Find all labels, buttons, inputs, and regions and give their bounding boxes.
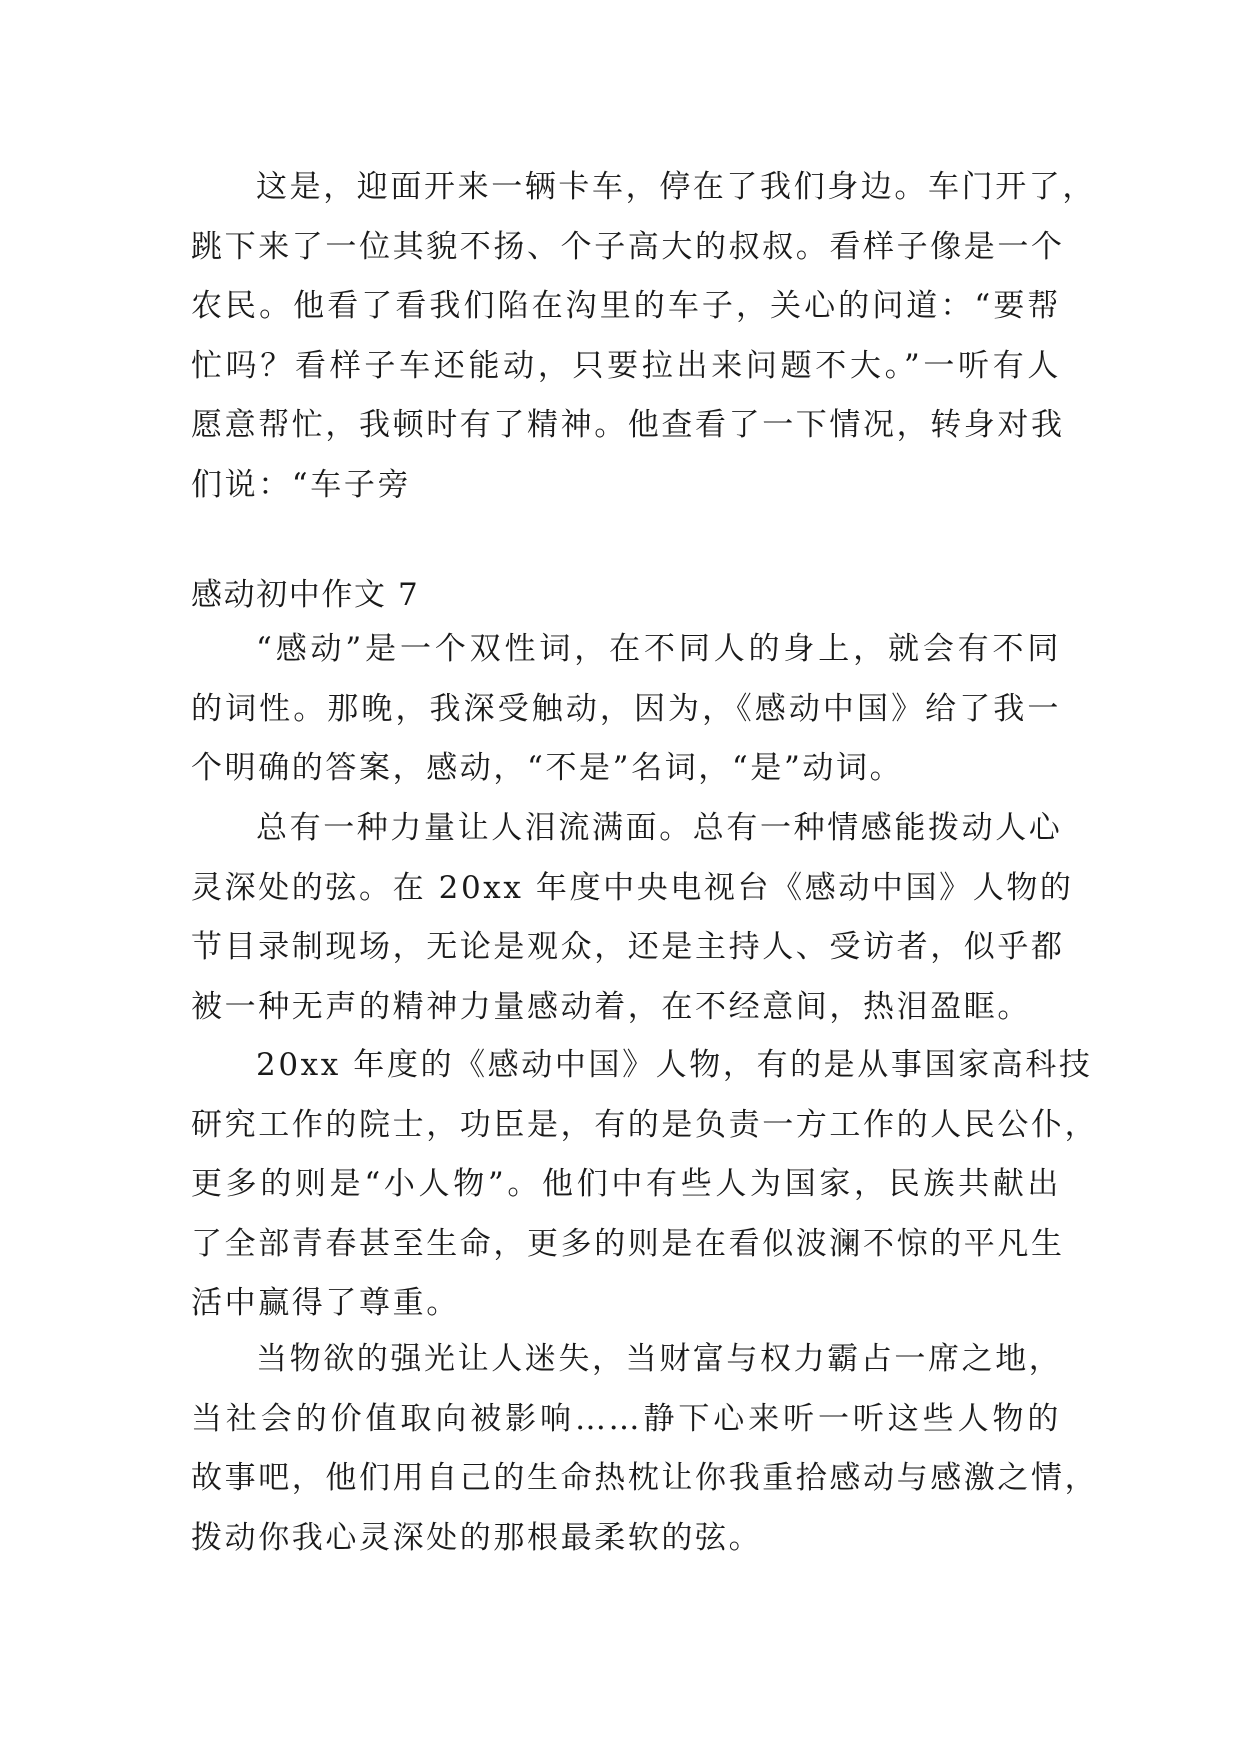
paragraph-line: 故事吧，他们用自己的生命热枕让你我重拾感动与感激之情，	[191, 1460, 1099, 1496]
paragraph-line: 跳下来了一位其貌不扬、个子高大的叔叔。看样子像是一个	[191, 228, 1065, 265]
paragraph-line: 农民。他看了看我们陷在沟里的车子，关心的问道：“要帮	[191, 288, 1061, 324]
paragraph-line: 当物欲的强光让人迷失，当财富与权力霸占一席之地，	[256, 1341, 1063, 1377]
paragraph-line: 活中赢得了尊重。	[191, 1285, 460, 1321]
paragraph-line: 20xx 年度的《感动中国》人物，有的是从事国家高科技	[256, 1047, 1093, 1083]
paragraph-line: 更多的则是“小人物”。他们中有些人为国家，民族共献出	[191, 1166, 1061, 1202]
section-title	[191, 566, 1061, 626]
paragraph-continued	[191, 158, 1096, 515]
paragraph-line: “感动”是一个双性词，在不同人的身上，就会有不同	[256, 631, 1061, 667]
paragraph-line: 当社会的价值取向被影响……静下心来听一听这些人物的	[191, 1400, 1061, 1437]
paragraph-line: 节目录制现场，无论是观众，还是主持人、受访者，似乎都	[191, 929, 1065, 965]
paragraph	[191, 1330, 1099, 1568]
paragraph-line: 灵深处的弦。在 20xx 年度中央电视台《感动中国》人物的	[191, 869, 1074, 906]
paragraph	[191, 620, 1061, 799]
paragraph-line: 愿意帮忙，我顿时有了精神。他查看了一下情况，转身对我	[191, 407, 1065, 443]
section-title-text: 感动初中作文 7	[191, 577, 420, 613]
paragraph	[191, 799, 1074, 1037]
paragraph-line: 忙吗？看样子车还能动，只要拉出来问题不大。”一听有人	[191, 347, 1061, 384]
paragraph-line: 的词性。那晚，我深受触动，因为，《感动中国》给了我一	[191, 690, 1061, 727]
paragraph-line: 个明确的答案，感动，“不是”名词，“是”动词。	[191, 750, 904, 786]
paragraph-line: 这是，迎面开来一辆卡车，停在了我们身边。车门开了，	[256, 169, 1096, 205]
paragraph	[191, 1036, 1099, 1334]
paragraph-line: 们说：“车子旁	[191, 466, 412, 503]
paragraph-line: 拨动你我心灵深处的那根最柔软的弦。	[191, 1519, 763, 1556]
paragraph-line: 了全部青春甚至生命，更多的则是在看似波澜不惊的平凡生	[191, 1225, 1065, 1262]
paragraph-line: 总有一种力量让人泪流满面。总有一种情感能拨动人心	[256, 810, 1063, 846]
paragraph-line: 研究工作的院士，功臣是，有的是负责一方工作的人民公仆，	[191, 1106, 1099, 1143]
paragraph-line: 被一种无声的精神力量感动着，在不经意间，热泪盈眶。	[191, 988, 1031, 1025]
